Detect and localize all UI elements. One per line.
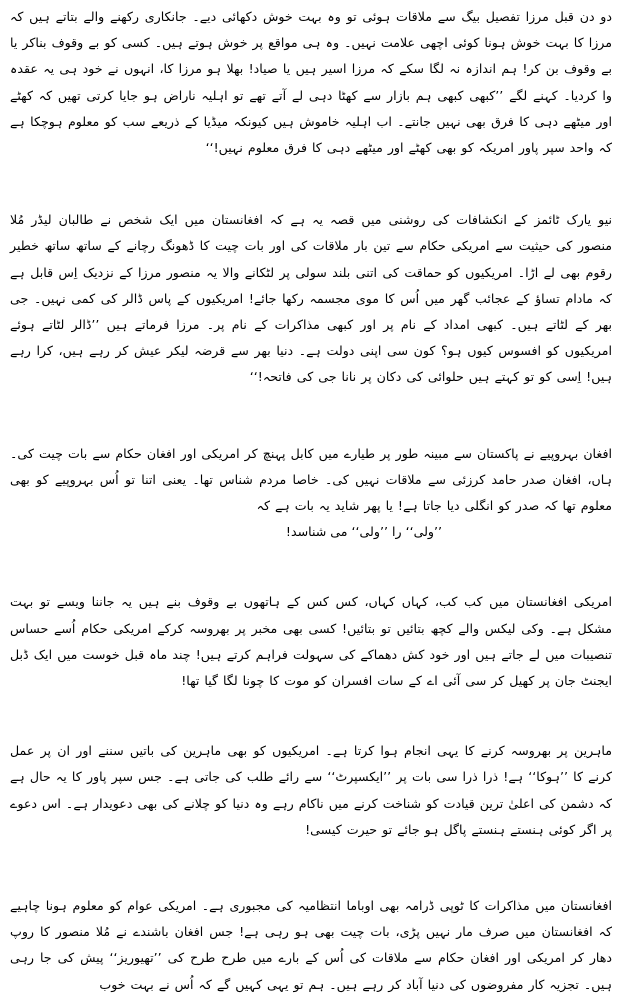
paragraph-2: نیو یارک ٹائمز کے انکشافات کی روشنی میں قصہ یہ ہے کہ افغانستان میں ایک شخص نے طالبان لیڈر مُلا منصور کی حیثیت سے امریکی حکام سے تین بار ملاقات کی اور بات چیت کا ڈھونگ رچانے کے ساتھ ساتھ خطیر رقوم بھی لے اڑا۔ امریکیوں کو حماقت کی اتنی بلند سولی پر لٹکانے والا یہ منصور مرزا کے نزدیک اِس قابل ہے کہ مادام تساؤ کے عجائب گھر میں اُس کا موی مجسمہ رکھا جائے! امریکیوں کے پاس ڈالر کی کمی نہیں۔ جی بھر کے لٹاتے ہیں۔ کبھی امداد کے نام پر اور کبھی مذاکرات کے نام پر۔ مرزا فرماتے ہیں ’’ڈالر لٹاتے ہوئے امریکیوں کو افسوس کیوں ہو؟ کون سی اپنی دولت ہے۔ دنیا بھر سے قرضہ لیکر عیش کر رہے ہیں، کرا رہے ہیں! اِسی کو تو کہتے ہیں حلوائی کی دکان پر نانا جی کی فاتحہ!‘‘ [10,212,612,385]
paragraph-spacer [10,843,612,893]
paragraph-3: افغان بہروپیے نے پاکستان سے مبینہ طور پر طیارے میں کابل پہنچ کر امریکی اور افغان حکام سے بات چیت کی۔ ہاں، افغان صدر حامد کرزئی سے ملاقات نہیں کی۔ خاصا مردم شناس تھا۔ یعنی اتنا تو اُس بہروپیے کو بھی معلوم تھا کہ صدر کو انگلی دیا جاتا ہے! یا پھر شاید یہ بات ہے کہ [10,445,612,514]
paragraph-spacer [10,161,612,207]
persian-quote: ’’ولی‘‘ را ’’ولی‘‘ می شناسد! [285,524,442,540]
paragraph-5: ماہرین پر بھروسہ کرنے کا یہی انجام ہوا کرتا ہے۔ امریکیوں کو بھی ماہرین کی باتیں سننے اور ان پر عمل کرنے کا ’’ہوکا‘‘ ہے! ذرا ذرا سی بات پر ’’ایکسپرٹ‘‘ سے رائے طلب کی جاتی ہے۔ جس سپر پاور کا یہ حال ہے کہ دشمن کی اعلیٰ ترین قیادت کو شناخت کرنے میں ناکام رہے وہ دنیا کو چلانے کی بھی دعویدار ہے۔ اس دعوے پر اگر کوئی ہنستے ہنستے پاگل ہو جائے تو حیرت کیسی! [10,743,612,837]
paragraph-spacer [10,391,612,441]
paragraph-1: دو دن قبل مرزا تفصیل بیگ سے ملاقات ہوئی تو وہ بہت خوش دکھائی دیے۔ جانکاری رکھنے والے بتاتے ہیں کہ مرزا کا بہت خوش ہونا کوئی اچھی علامت نہیں۔ وہ ہی مواقع پر خوش ہوتے ہیں۔ کسی کو بے وقوف بناکر یا بے وقوف بن کر! ہم اندازہ نہ لگا سکے کہ مرزا اسیر ہیں یا صیاد! بھلا ہو مرزا کا، انہوں نے خود ہی یہ عقدہ وا کردیا۔ کہنے لگے ’’کبھی کبھی ہم بازار سے کھٹا دہی لے آتے تھے تو اہلیہ ناراض ہو جایا کرتی تھیں کہ کھٹے اور میٹھے دہی کا فرق بھی نہیں جانتے۔ اب اہلیہ خاموش ہیں کیونکہ میڈیا کے ذریعے سب کو معلوم ہوچکا ہے کہ واحد سپر پاور امریکہ کو بھی کھٹے اور میٹھے دہی کا فرق معلوم نہیں!‘‘ [10,9,612,156]
paragraph-spacer [10,545,612,589]
paragraph-6: افغانستان میں مذاکرات کا ٹوپی ڈرامہ بھی اوباما انتظامیہ کی مجبوری ہے۔ امریکی عوام کو معلوم ہونا چاہیے کہ افغانستان میں صرف مار نہیں پڑی، بات چیت بھی ہو رہی ہے! جس افغان باشندے نے مُلا منصور کا روپ دھار کر امریکی اور افغان حکام سے ملاقات کی اُس کے بارے میں طرح طرح کی ’’تھیوریز‘‘ پیش کی جا رہی ہیں۔ تجزیہ کار مفروضوں کی دنیا آباد کر رہے ہیں۔ ہم تو یہی کہیں گے کہ اُس نے بہت خوب [10,898,612,992]
paragraph-spacer [10,694,612,738]
paragraph-4: امریکی افغانستان میں کب کب، کہاں کہاں، کس کس کے ہاتھوں بے وقوف بنے ہیں یہ جاننا ویسے تو بہت مشکل ہے۔ وکی لیکس والے کچھ بتائیں تو بتائیں! کسی بھی مخبر پر بھروسہ کرکے امریکی حکام اُسے حساس تنصیبات میں لے جاتے ہیں اور خود کش دھماکے کی سہولت فراہم کرتے ہیں! چند ماہ قبل خوست میں ایک ڈبل ایجنٹ جان پر کھیل کر سی آئی اے کے سات افسران کو موت کا چونا لگا گیا تھا! [10,594,612,689]
